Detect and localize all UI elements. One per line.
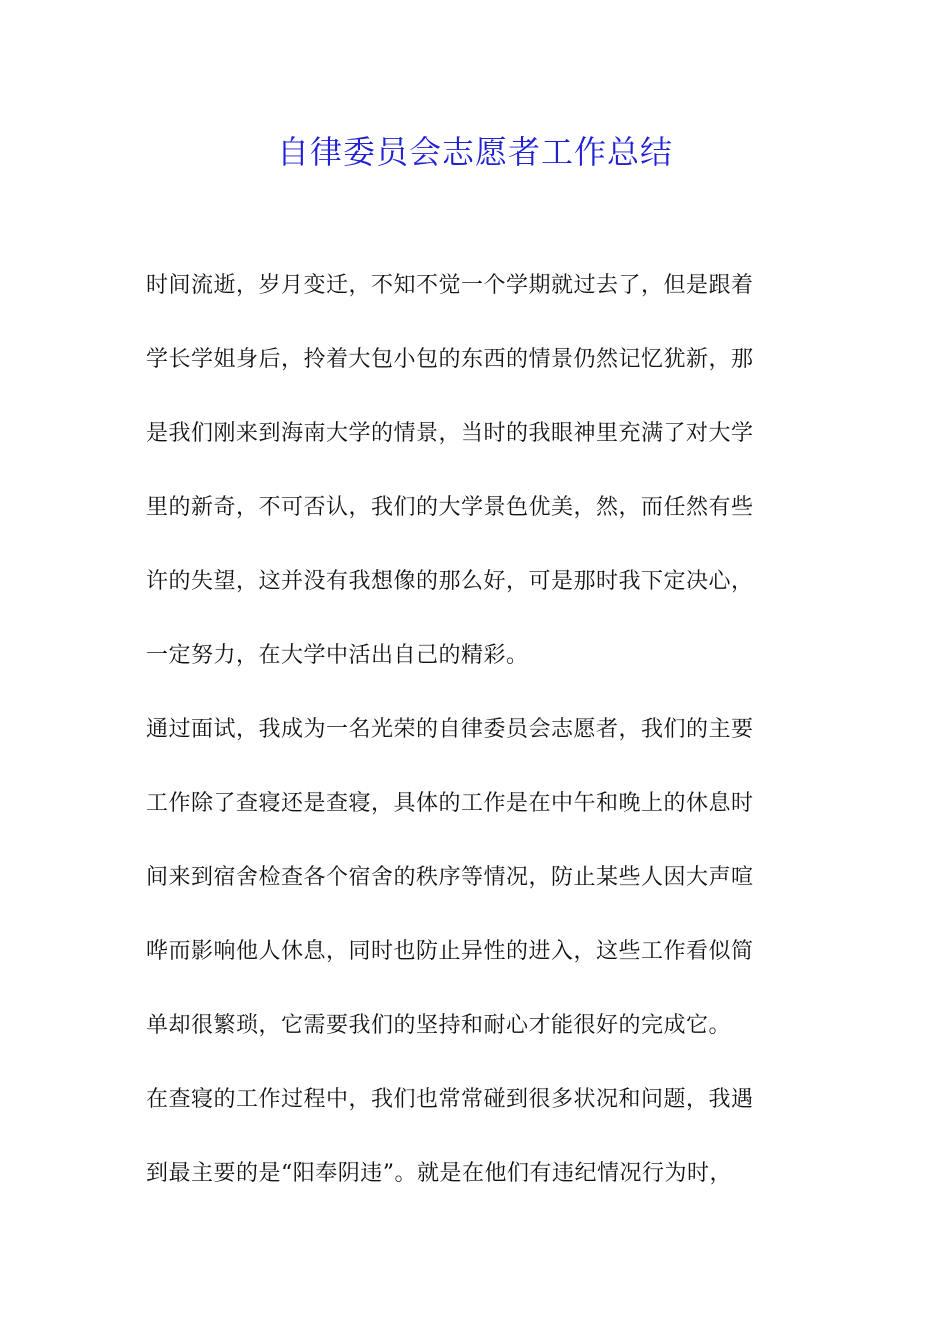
body-line: 里的新奇，不可否认，我们的大学景色优美，然，而任然有些 <box>146 495 754 520</box>
body-line: 到最主要的是“阳奉阴违”。就是在他们有违纪情况行为时， <box>146 1161 732 1186</box>
body-line: 哗而影响他人休息，同时也防止异性的进入，这些工作看似简 <box>146 939 754 964</box>
body-line: 是我们刚来到海南大学的情景，当时的我眼神里充满了对大学 <box>146 421 754 446</box>
body-line: 学长学姐身后，拎着大包小包的东西的情景仍然记忆犹新，那 <box>146 347 754 372</box>
body-line: 通过面试，我成为一名光荣的自律委员会志愿者，我们的主要 <box>146 717 754 742</box>
document-title: 自律委员会志愿者工作总结 <box>276 133 673 171</box>
body-line: 工作除了查寝还是查寝，具体的工作是在中午和晚上的休息时 <box>146 791 754 816</box>
document-body <box>146 262 806 1224</box>
body-line: 单却很繁琐，它需要我们的坚持和耐心才能很好的完成它。 <box>146 1013 732 1038</box>
body-line: 时间流逝，岁月变迁，不知不觉一个学期就过去了，但是跟着 <box>146 273 754 298</box>
body-line: 一定努力，在大学中活出自己的精彩。 <box>146 643 529 668</box>
body-line: 间来到宿舍检查各个宿舍的秩序等情况，防止某些人因大声喧 <box>146 865 754 890</box>
body-line: 许的失望，这并没有我想像的那么好，可是那时我下定决心， <box>146 569 754 594</box>
body-line: 在查寝的工作过程中，我们也常常碰到很多状况和问题，我遇 <box>146 1087 754 1112</box>
